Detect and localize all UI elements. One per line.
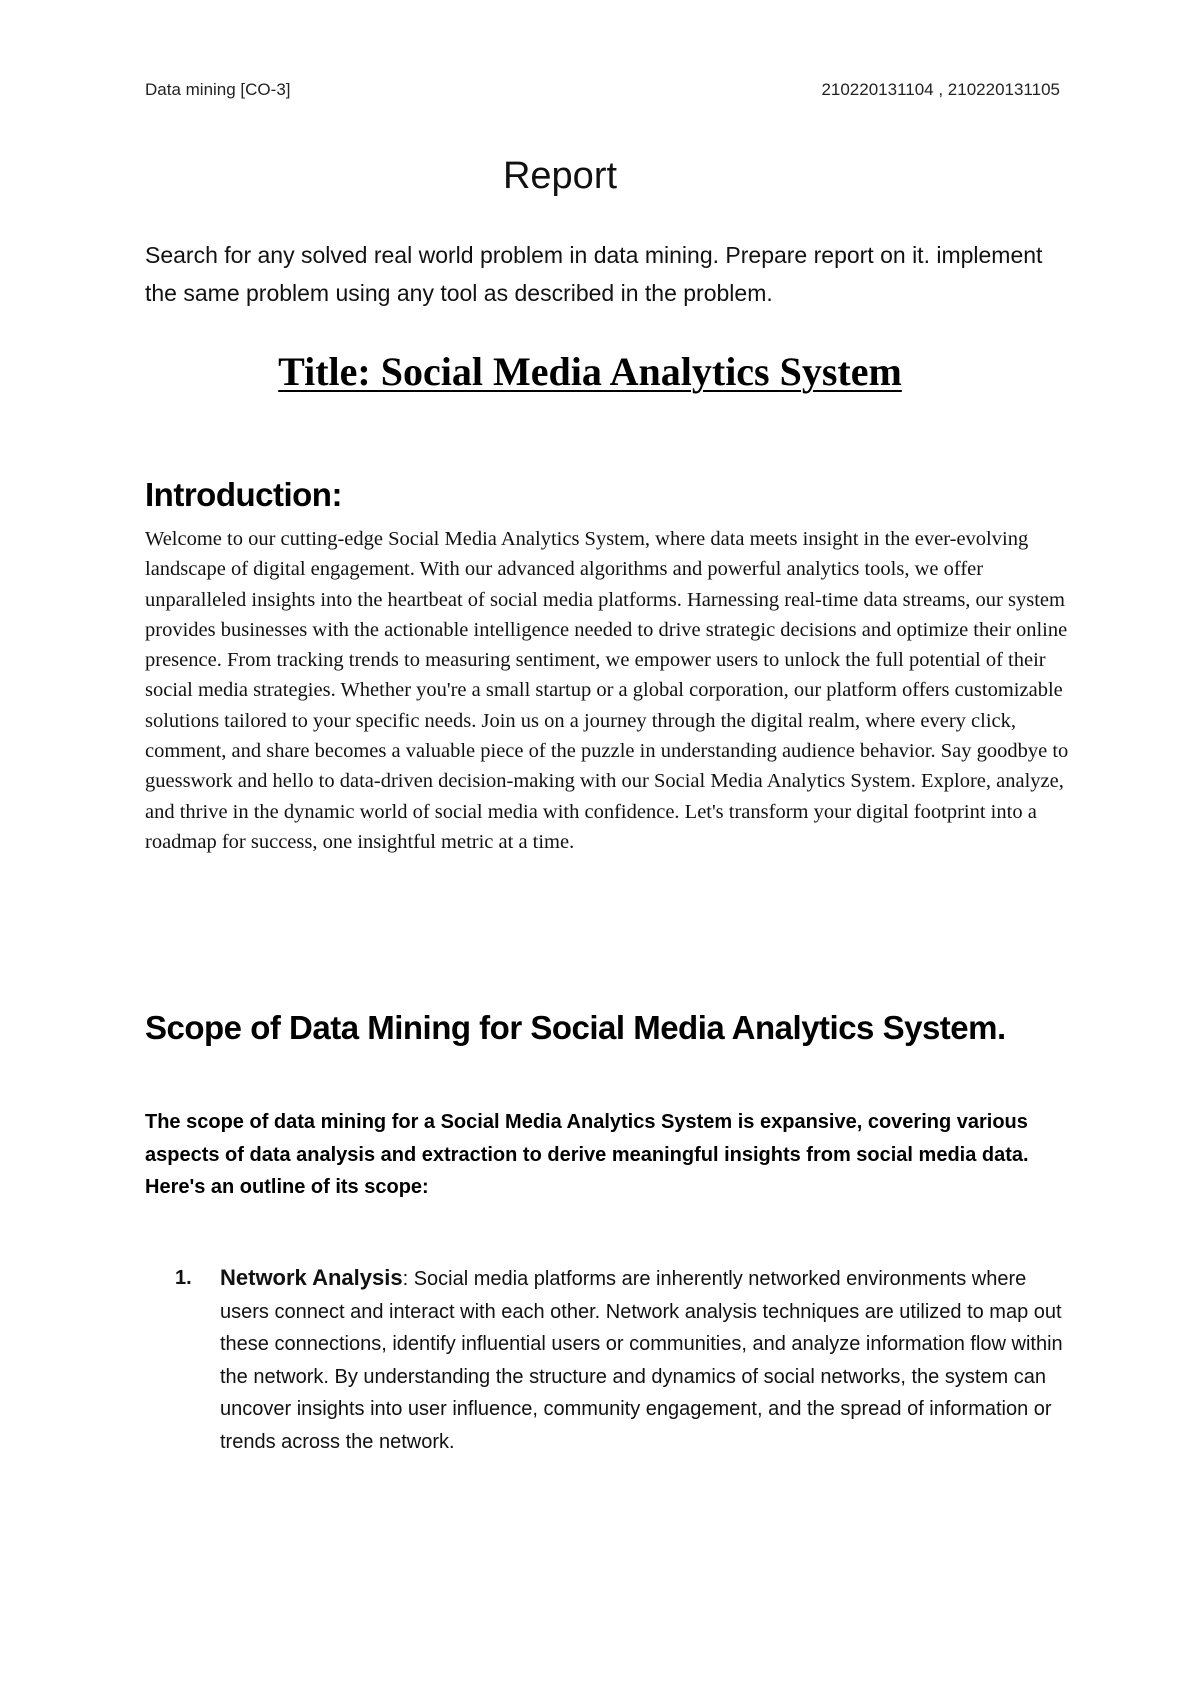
scope-heading: Scope of Data Mining for Social Media Analytics System.	[145, 1009, 1006, 1046]
header-student-ids: 210220131104 , 210220131105	[821, 80, 1060, 99]
list-item-number: 1.	[175, 1267, 192, 1289]
list-item-label: Network Analysis	[220, 1265, 403, 1290]
assignment-prompt: Search for any solved real world problem in data mining. Prepare report on it. implement the same problem using any tool as described in the problem.	[145, 242, 1043, 306]
introduction-body: Welcome to our cutting-edge Social Media Analytics System, where data meets insight in the ever-evolving landscape of digital engagement. With our advanced algorithms and powerful analytics tools, we offer unparalleled insights into the heartbeat of social media platforms. Harnessing real-time data streams, our system provides businesses with the actionable intelligence needed to drive strategic decisions and optimize their online presence. From tracking trends to measuring sentiment, we empower users to unlock the full potential of their social media strategies. Whether you're a small startup or a global corporation, our platform offers customizable solutions tailored to your specific needs. Join us on a journey through the digital realm, where every click, comment, and share becomes a valuable piece of the puzzle in understanding audience behavior. Say goodbye to guesswork and hello to data-driven decision-making with our Social Media Analytics System. Explore, analyze, and thrive in the dynamic world of social media with confidence. Let's transform your digital footprint into a roadmap for success, one insightful metric at a time.	[145, 528, 1069, 853]
introduction-heading: Introduction:	[145, 476, 342, 513]
scope-list	[145, 1262, 1065, 1458]
scope-intro: The scope of data mining for a Social Media Analytics System is expansive, covering various aspects of data analysis and extraction to derive meaningful insights from social media data. Here's an outline of its scope:	[145, 1111, 1029, 1198]
report-title: Report	[502, 155, 618, 197]
header-course: Data mining [CO-3]	[145, 80, 291, 99]
list-item	[145, 1262, 1065, 1458]
main-title: Title: Social Media Analytics System	[278, 349, 902, 394]
list-item-text: : Social media platforms are inherently networked environments where users connect and interact with each other. Network analysis techniques are utilized to map out these connections, identify influential users or communities, and analyze information flow within the network. By understanding the structure and dynamics of social networks, the system can uncover insights into user influence, community engagement, and the spread of information or trends across the network.	[220, 1268, 1063, 1453]
